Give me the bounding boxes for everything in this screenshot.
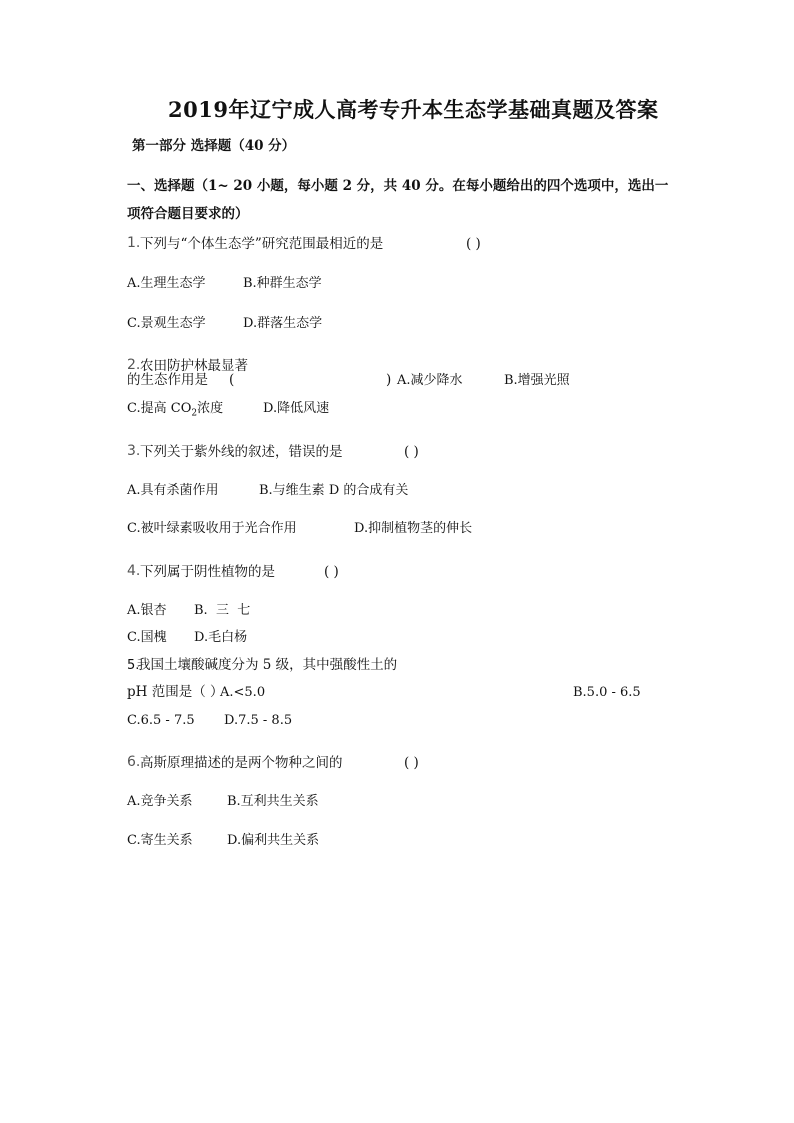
question-number: 4. bbox=[127, 563, 141, 579]
option-a: A.具有杀菌作用 bbox=[127, 483, 219, 498]
question-stem-line2: pH 范围是（ ） bbox=[127, 684, 224, 700]
answer-paren: ( ) bbox=[324, 564, 339, 580]
question-stem: 下列属于阴性植物的是 bbox=[140, 564, 275, 580]
answer-paren: ( ) bbox=[404, 444, 419, 460]
option-c: C.国槐 bbox=[127, 630, 167, 645]
answer-paren-close: ) bbox=[386, 372, 392, 388]
document-title: 2019年辽宁成人高考专升本生态学基础真题及答案 bbox=[168, 97, 659, 122]
question-stem: 下列关于紫外线的叙述，错误的是 bbox=[140, 444, 343, 460]
option-b: B.互利共生关系 bbox=[227, 794, 319, 809]
question-stem: 高斯原理描述的是两个物种之间的 bbox=[140, 755, 343, 771]
question-stem: 下列与“个体生态学”研究范围最相近的是 bbox=[140, 236, 384, 252]
option-b: B.种群生态学 bbox=[243, 276, 322, 291]
answer-paren-open: ( bbox=[229, 372, 235, 388]
option-a: A.竞争关系 bbox=[127, 794, 193, 809]
option-c-prefix: C.提高 CO bbox=[127, 401, 192, 416]
option-c: C.被叶绿素吸收用于光合作用 bbox=[127, 521, 297, 536]
option-c: C.景观生态学 bbox=[127, 316, 206, 331]
option-c: C.寄生关系 bbox=[127, 833, 193, 848]
option-d: D.抑制植物茎的伸长 bbox=[354, 521, 473, 536]
option-c: C.6.5 - 7.5 bbox=[127, 713, 195, 728]
option-b: B.5.0 - 6.5 bbox=[573, 685, 641, 700]
option-c-subscript: 2 bbox=[191, 408, 198, 419]
option-d: D.群落生态学 bbox=[243, 316, 323, 331]
question-stem-line1: 农田防护林最显著 bbox=[140, 358, 248, 374]
question-number: 2. bbox=[127, 357, 141, 373]
question-stem-line1: 我国土壤酸碱度分为 5 级，其中强酸性土的 bbox=[137, 657, 398, 673]
option-d: D.偏利共生关系 bbox=[227, 833, 320, 848]
section-heading-line2: 项符合题目要求的） bbox=[127, 206, 249, 222]
part-heading: 第一部分 选择题（40 分） bbox=[132, 138, 296, 154]
question-number: 6. bbox=[127, 754, 141, 770]
option-a: A.减少降水 bbox=[397, 373, 463, 388]
question-stem-line2: 的生态作用是 bbox=[127, 372, 208, 388]
option-b: B.增强光照 bbox=[504, 373, 570, 388]
option-c bbox=[127, 402, 223, 419]
option-b: B.与维生素 D 的合成有关 bbox=[259, 483, 409, 498]
question-number: 3. bbox=[127, 443, 141, 459]
option-d: D.降低风速 bbox=[263, 401, 330, 416]
answer-paren: ( ) bbox=[404, 755, 419, 771]
option-d: D.7.5 - 8.5 bbox=[224, 713, 293, 728]
option-a: A.<5.0 bbox=[220, 685, 266, 700]
option-b: B. 三 七 bbox=[194, 603, 251, 618]
section-heading-line1: 一、选择题（1~ 20 小题，每小题 2 分，共 40 分。在每小题给出的四个选项中，选出一 bbox=[127, 178, 669, 194]
option-d: D.毛白杨 bbox=[194, 630, 248, 645]
option-a: A.生理生态学 bbox=[127, 276, 206, 291]
question-number: 1. bbox=[127, 235, 141, 251]
option-c-suffix: 浓度 bbox=[197, 401, 224, 416]
option-a: A.银杏 bbox=[127, 603, 167, 618]
answer-paren: ( ) bbox=[466, 236, 481, 252]
question-number: 5. bbox=[127, 658, 140, 673]
